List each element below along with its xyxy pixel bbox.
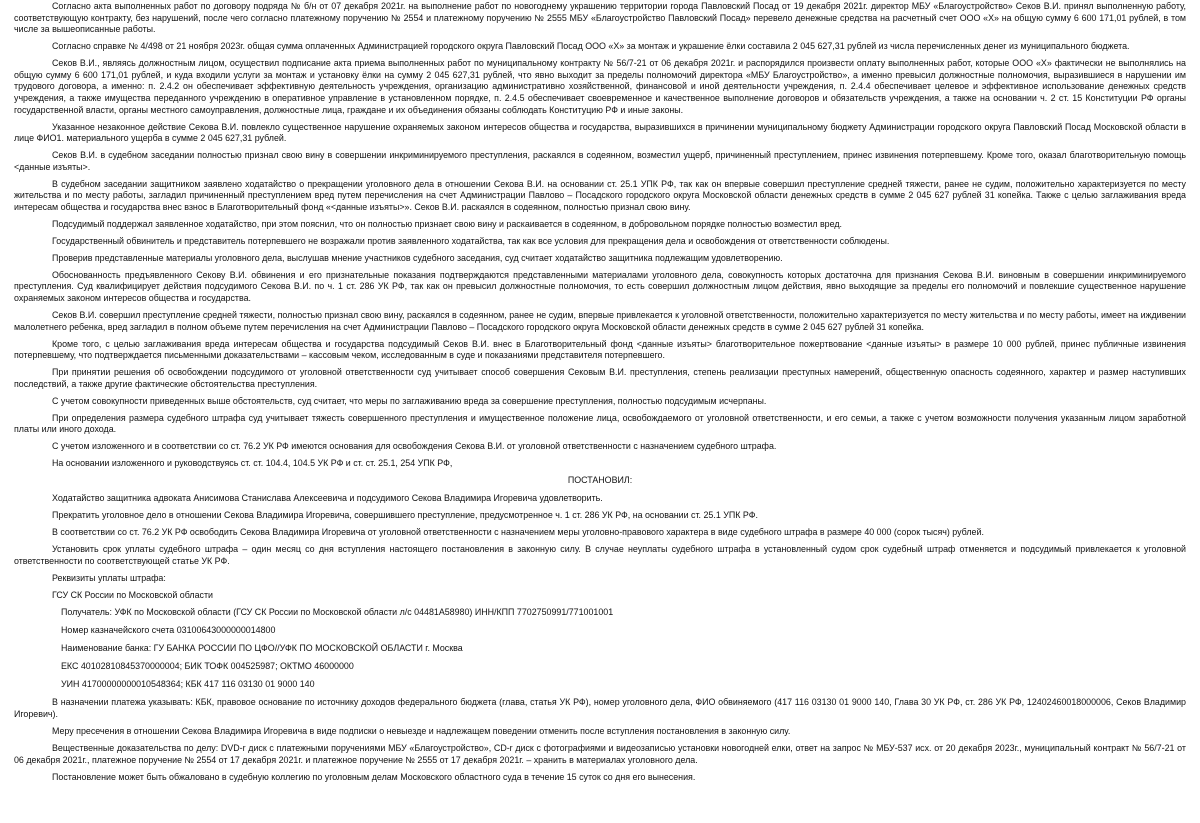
- paragraph-appeal: Постановление может быть обжаловано в судебную коллегию по уголовным делам Московского областного суда в течение 15 суток со дня его вынесения.: [52, 771, 696, 782]
- paragraph-motion-granted: Ходатайство защитника адвоката Анисимова Станислава Алексеевича и подсудимого Секова Владимира Игоревича удовлетворить.: [52, 493, 603, 504]
- requisite-bank: Наименование банка: ГУ БАНКА РОССИИ ПО ЦФО//УФК ПО МОСКОВСКОЙ ОБЛАСТИ г. Москва: [61, 642, 463, 653]
- paragraph-guilt-admission: Секов В.И. в судебном заседании полностью признал свою вину в совершении инкриминируемого преступления, раскаялся в содеянном, возместил ущерб, причиненный преступлением, принес извинения потерпевшему. Кроме того, оказал благотворительную помощь <данные изъяты>.: [14, 150, 1186, 172]
- paragraph-fine-imposed: В соответствии со ст. 76.2 УК РФ освободить Секова Владимира Игоревича от уголовной ответственности с назначением меры уголовно-правового характера в виде судебного штрафа в размере 40 000 (сорок тысяч) рублей.: [52, 526, 984, 537]
- paragraph-prosecutor-position: Государственный обвинитель и представитель потерпевшего не возражали против заявленного ходатайства, так как все условия для прекращения дела и освобождения от ответственности соблюдены.: [52, 235, 890, 246]
- paragraph-legal-basis: На основании изложенного и руководствуясь ст. ст. 104.4, 104.5 УК РФ и ст. ст. 25.1, 254 УПК РФ,: [52, 458, 453, 469]
- paragraph-act-acceptance: Согласно акта выполненных работ по договору подряда № б/н от 07 декабря 2021г. на выполнение работ по новогоднему украшению территории города Павловский Посад от 19 декабря 2021г. директор МБУ «Благоустройство» Секов В.И. принял выполненную работу, соответствующую контракту, без нарушений, после чего согласно платежному поручению № 2554 и платежному поручению № 2555 МБУ «Благоустройство Павловский Посад» перевело денежные средства на расчетный счет ООО «Х» на общую сумму 6 600 171,01 рублей, в том числе за вышеописанные работы.: [14, 1, 1186, 35]
- paragraph-measures-exhausted: С учетом совокупности приведенных выше обстоятельств, суд считает, что меры по заглаживанию вреда за совершение преступления, полностью подсудимым исчерпаны.: [52, 395, 767, 406]
- paragraph-exceeding-powers: Секов В.И., являясь должностным лицом, осуществил подписание акта приема выполненных работ по муниципальному контракту № 56/7-21 от 06 декабря 2021г. и распорядился произвести оплату выполненных работ, которые ООО «Х» фактически не выполнялись на общую сумму 6 600 171,01 рублей, и куда входили услуги за монтаж и установку ёлки на сумму 2 045 627,31 рублей, что явно выходит за пределы полномочий директора «МБУ Благоустройство», а именно превысил должностные полномочия, выразившиеся в нарушении им трудового договора, а именно: п. 2.4.2 он обеспечивает эффективную деятельность учреждения, организацию административно хозяйственной, финансовой и иной деятельности учреждения, п. 2.4.4 обеспечивает целевое и эффективное использование денежных средств учреждения, а также имущества переданного учреждению в оперативное управление в установленном порядке, п. 2.4.5 обеспечивает своевременное и качественное выполнение договоров и обязательств учреждения, а также на основании ч. 2 ст. 15 Конституции РФ органы государственной власти, органы местного самоуправления, должностные лица, граждане и их объединения обязаны соблюдать Конституцию РФ и иные законы.: [14, 58, 1186, 115]
- paragraph-case-terminated: Прекратить уголовное дело в отношении Секова Владимира Игоревича, совершившего преступление, предусмотренное ч. 1 ст. 286 УК РФ, на основании ст. 25.1 УПК РФ.: [52, 510, 758, 520]
- paragraph-evidence: Вещественные доказательства по делу: DVD-r диск с платежными поручениями МБУ «Благоустройство», CD-r диск с фотографиями и видеозаписью установки новогодней елки, ответ на запрос № МБУ-537 исх. от 20 декабря 2023г., муниципальный контракт № 56/7-21 от 06 декабря 2021г., платежное поручение № 2554 от 17 декабря 2021г. и платежное поручение № 2555 от 17 декабря 2021г. – хранить в материалах уголовного дела.: [14, 743, 1186, 765]
- paragraph-qualification: Обоснованность предъявленного Секову В.И. обвинения и его признательные показания подтверждаются представленными материалами уголовного дела, совокупность которых достаточна для признания Секова В.И. виновным в совершении инкриминируемого преступления. Суд квалифицирует действия подсудимого Секова В.И. по ч. 1 ст. 286 УК РФ, так как он превысил должностные полномочия, то есть совершил должностным лицом действия, явно выходящие за пределы его полномочий и повлекшие существенное нарушение охраняемых законом интересов общества и государства.: [14, 269, 1186, 303]
- requisite-account: Номер казначейского счета 03100643000000014800: [61, 624, 276, 635]
- paragraph-fine-amount-factors: При определения размера судебного штрафа суд учитывает тяжесть совершенного преступления и имущественное положение лица, освобождаемого от уголовной ответственности, и его семьи, а также с учетом возможности получения указанным лицом заработной платы или иного дохода.: [14, 412, 1186, 435]
- paragraph-recipient-org: ГСУ СК России по Московской области: [52, 589, 213, 600]
- requisite-recipient: Получатель: УФК по Московской области (ГСУ СК России по Московской области л/с 04481А58980) ИНН/КПП 7702750991/771001001: [61, 606, 614, 617]
- requisite-bik-oktmo: ЕКС 40102810845370000004; БИК ТОФК 004525987; ОКТМО 46000000: [61, 661, 354, 672]
- paragraph-donation: Кроме того, с целью заглаживания вреда интересам общества и государства подсудимый Секов В.И. внес в Благотворительный фонд <данные изъяты> благотворительное пожертвование <данные изъяты> в размере 10 000 рублей, принес публичные извинения потерпевшему, что подтверждается письменными доказательствами – кассовым чеком, исследованным в суде и показаниями представителя потерпевшего.: [14, 338, 1186, 361]
- paragraph-payment-purpose: В назначении платежа указывать: КБК, правовое основание по источнику доходов федерального бюджета (глава, статья УК РФ), номер уголовного дела, ФИО обвиняемого (417 116 03130 01 9000 140, Глава 30 УК РФ, ст. 286 УК РФ, 12402460018000006, Секов Владимир Игоревич).: [14, 697, 1186, 720]
- paragraph-payment-deadline: Установить срок уплаты судебного штрафа – один месяц со дня вступления настоящего постановления в законную силу. В случае неуплаты судебного штрафа в установленный судом срок судебный штраф отменяется и подсудимый привлекается к уголовной ответственности по соответствующей статье УК РФ.: [14, 543, 1186, 566]
- paragraph-certificate: Согласно справке № 4/498 от 21 ноября 2023г. общая сумма оплаченных Администрацией городского округа Павловский Посад ООО «Х» за монтаж и украшение ёлки составила 2 045 627,31 рублей из числа перечисленных денег из муниципального бюджета.: [52, 41, 1130, 52]
- paragraph-defendant-support: Подсудимый поддержал заявленное ходатайство, при этом пояснил, что он полностью признает свою вину и раскаивается в содеянном, в добровольном порядке полностью возместил вред.: [52, 218, 842, 229]
- paragraph-restraint-measure: Меру пресечения в отношении Секова Владимира Игоревича в виде подписки о невыезде и надлежащем поведении отменить после вступления постановления в законную силу.: [52, 726, 791, 737]
- paragraph-defense-motion: В судебном заседании защитником заявлено ходатайство о прекращении уголовного дела в отношении Секова В.И. на основании ст. 25.1 УПК РФ, так как он впервые совершил преступление средней тяжести, ранее не судим, положительно характеризуется по месту жительства и по месту работы, загладил причиненный преступлением вред путем перечисления на счет Администрации Павлово – Посадского городского округа Московской области денежных средств в сумме 2 045 627 рублей 31 копейка. Также с целью заглаживания вреда интересам общества и государства внес взнос в Благотворительный фонд «<данные изъяты>». Секов В.И. раскаялся в содеянном, полностью признал свою вину.: [14, 178, 1186, 212]
- paragraph-requisites-title: Реквизиты уплаты штрафа:: [52, 572, 166, 583]
- requisite-uin-kbk: УИН 41700000000010548364; КБК 417 116 03130 01 9000 140: [61, 679, 315, 690]
- paragraph-grounds: С учетом изложенного и в соответствии со ст. 76.2 УК РФ имеются основания для освобождения Секова В.И. от уголовной ответственности с назначением судебного штрафа.: [52, 441, 777, 452]
- ruling-heading: ПОСТАНОВИЛ:: [567, 475, 633, 486]
- paragraph-court-review: Проверив представленные материалы уголовного дела, выслушав мнение участников судебного заседания, суд считает ходатайство защитника подлежащим удовлетворению.: [52, 252, 783, 263]
- paragraph-character: Секов В.И. совершил преступление средней тяжести, полностью признал свою вину, раскаялся в содеянном, ранее не судим, впервые привлекается к уголовной ответственности, положительно характеризуется по месту жительства и по месту работы, имеет на иждивении малолетнего ребенка, вред загладил в полном объеме путем перечисления на счет Администрации Павлово – Посадского городского округа Московской области денежных средств в сумме 2 045 627 рублей 31 копейка.: [14, 309, 1186, 332]
- paragraph-circumstances: При принятии решения об освобождении подсудимого от уголовной ответственности суд учитывает способ совершения Сековым В.И. преступления, степень реализации преступных намерений, общественную опасность содеянного, характер и размер наступивших последствий, а также другие фактические обстоятельства преступления.: [14, 367, 1186, 389]
- paragraph-damage: Указанное незаконное действие Секова В.И. повлекло существенное нарушение охраняемых законом интересов общества и государства, выразившихся в причинении муниципальному бюджету Администрации городского округа Павловский Посад Московской области в лице ФИО1. материального ущерба в сумме 2 045 627,31 рублей.: [14, 121, 1186, 144]
